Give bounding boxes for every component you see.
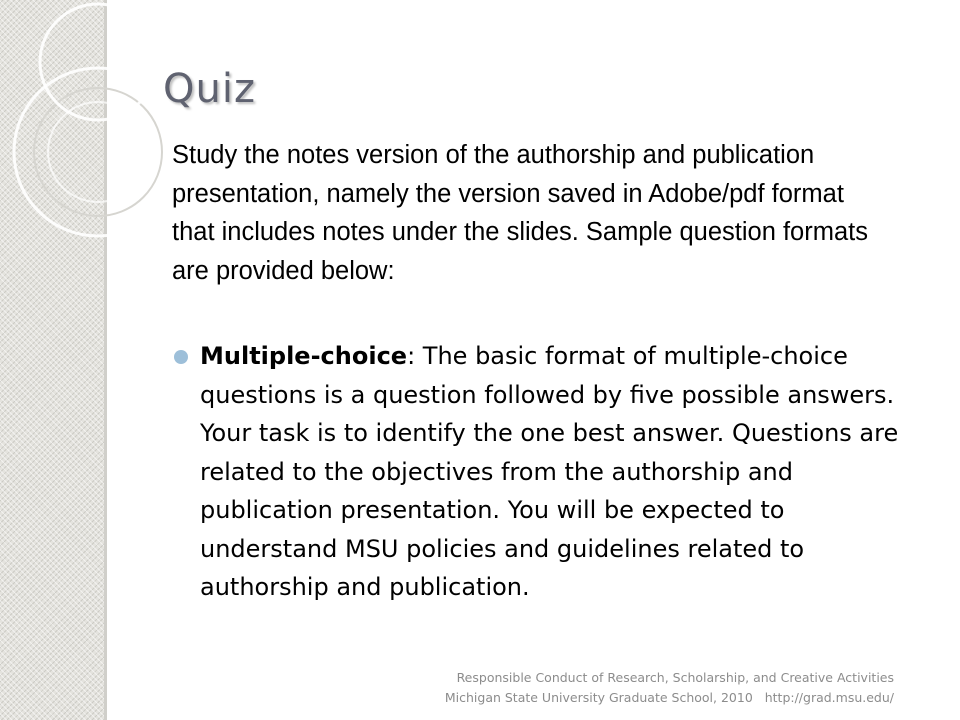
footer-line-1: Responsible Conduct of Research, Scholarship, and Creative Activities bbox=[456, 670, 894, 685]
decorative-circles-graphic bbox=[0, 0, 200, 260]
bullet-dot-icon bbox=[174, 350, 188, 364]
bullet-body: The basic format of multiple-choice questions is a question followed by five possible answers. Your task is to identify the one best answer. Questions are related to the objectives from the authorship and publication presentation. You will be expected to understand MSU policies and guidelines related to authorship and publication. bbox=[200, 342, 899, 601]
slide-footer bbox=[445, 668, 894, 708]
decorative-circle-inner bbox=[48, 102, 148, 202]
intro-paragraph: Study the notes version of the authorship and publication presentation, namely the version saved in Adobe/pdf format that includes notes under the slides. Sample question formats are provided below: bbox=[172, 141, 868, 285]
footer-url: http://grad.msu.edu/ bbox=[764, 690, 894, 705]
bullet-text bbox=[200, 337, 902, 607]
slide-title: Quiz bbox=[163, 66, 256, 112]
footer-institution: Michigan State University Graduate School, 2010 bbox=[444, 690, 753, 705]
bullet-item-multiple-choice bbox=[172, 337, 902, 607]
bullet-separator: : bbox=[407, 342, 423, 370]
bullet-term: Multiple-choice bbox=[200, 342, 408, 370]
decorative-circle-large bbox=[14, 68, 182, 236]
decorative-circle-medium bbox=[34, 88, 162, 216]
footer-line-2 bbox=[445, 688, 894, 708]
